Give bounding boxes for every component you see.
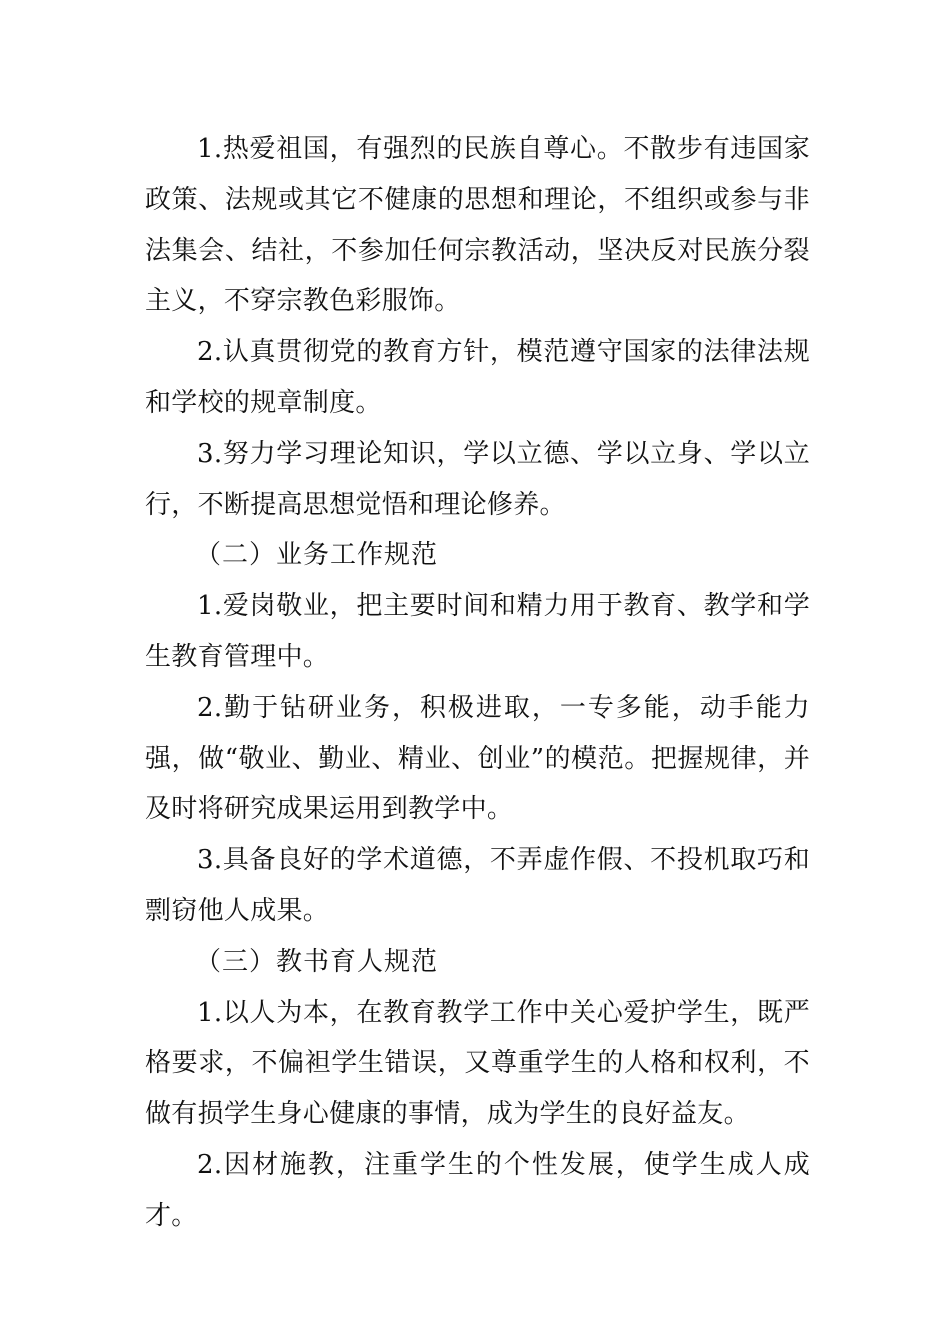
document-body xyxy=(145,124,810,1242)
paragraph-work-2: 2.勤于钻研业务，积极进取，一专多能，动手能力强，做“敬业、勤业、精业、创业”的模范。把握规律，并及时将研究成果运用到教学中。 xyxy=(145,692,810,825)
section-heading-teaching-norms: （三）教书育人规范 xyxy=(195,946,439,977)
section-heading-work-norms: （二）业务工作规范 xyxy=(195,540,439,571)
paragraph-political-1: 1.热爱祖国，有强烈的民族自尊心。不散步有违国家政策、法规或其它不健康的思想和理论，不组织或参与非法集会、结社，不参加任何宗教活动，坚决反对民族分裂主义，不穿宗教色彩服饰。 xyxy=(145,134,810,317)
paragraph-teaching-2: 2.因材施教，注重学生的个性发展，使学生成人成才。 xyxy=(145,1149,810,1231)
paragraph-political-2: 2.认真贯彻党的教育方针，模范遵守国家的法律法规和学校的规章制度。 xyxy=(145,337,810,418)
paragraph-teaching-1: 1.以人为本，在教育教学工作中关心爱护学生，既严格要求，不偏袒学生错误，又尊重学生的人格和权利，不做有损学生身心健康的事情，成为学生的良好益友。 xyxy=(145,997,810,1130)
paragraph-work-1: 1.爱岗敬业，把主要时间和精力用于教育、教学和学生教育管理中。 xyxy=(145,591,810,672)
paragraph-political-3: 3.努力学习理论知识，学以立德、学以立身、学以立行，不断提高思想觉悟和理论修养。 xyxy=(145,438,810,520)
paragraph-work-3: 3.具备良好的学术道德，不弄虚作假、不投机取巧和剽窃他人成果。 xyxy=(145,845,810,926)
